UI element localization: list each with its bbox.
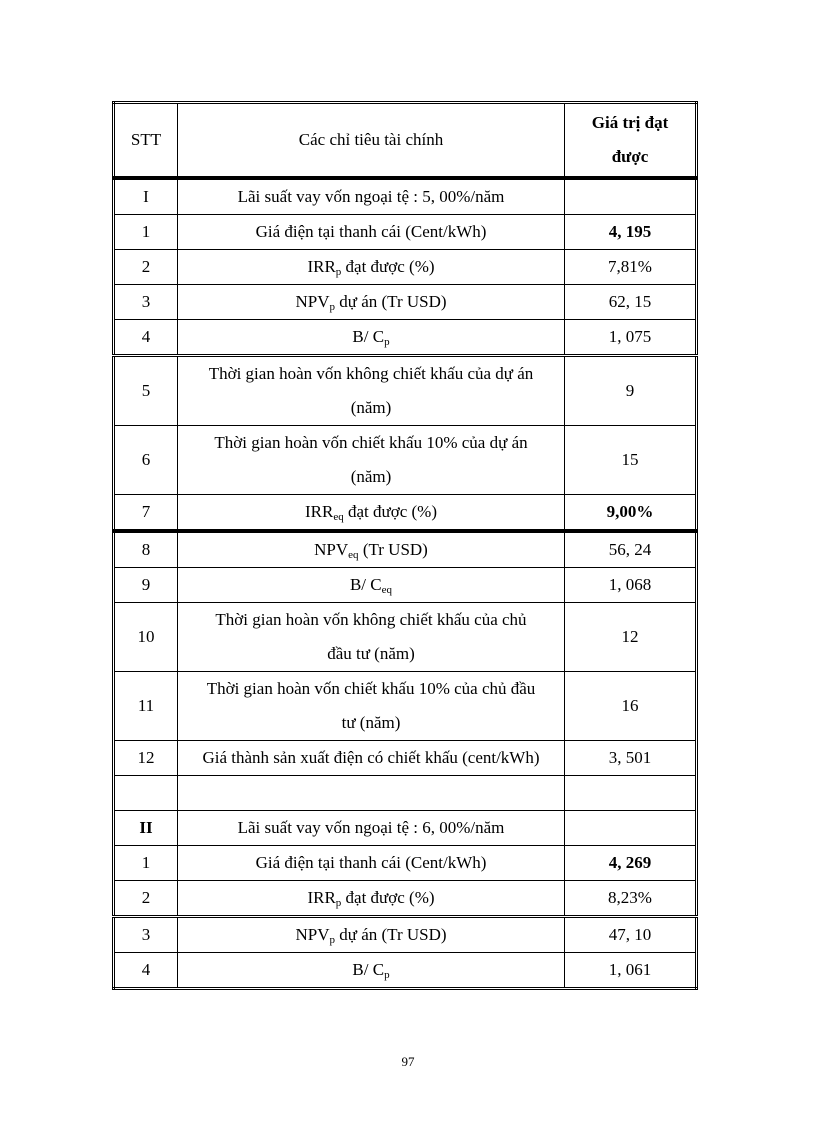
table-row <box>114 426 697 495</box>
label-main: NPV <box>295 292 330 311</box>
table-row <box>114 215 697 250</box>
row-label <box>178 250 565 285</box>
row-stt: 4 <box>114 953 178 989</box>
row-value <box>565 776 697 811</box>
label-sub: p <box>329 301 335 313</box>
table-row <box>114 568 697 603</box>
row-label <box>178 531 565 568</box>
table-row <box>114 846 697 881</box>
row-stt: 6 <box>114 426 178 495</box>
table-row <box>114 811 697 846</box>
label-rest: đạt được (%) <box>341 257 435 276</box>
label-main: NPV <box>295 925 330 944</box>
row-label: Giá điện tại thanh cái (Cent/kWh) <box>178 215 565 250</box>
label-sub: eq <box>381 584 393 596</box>
row-value: 1, 068 <box>565 568 697 603</box>
row-stt <box>114 776 178 811</box>
label-line1: Thời gian hoàn vốn chiết khấu 10% của dự án <box>214 433 528 452</box>
table-row <box>114 250 697 285</box>
row-value: 9 <box>565 356 697 426</box>
row-stt: 2 <box>114 881 178 917</box>
header-value <box>565 103 697 179</box>
header-value-line1: Giá trị đạt <box>591 113 669 132</box>
header-value-line2: được <box>611 147 649 166</box>
label-sub: p <box>335 897 342 909</box>
table-row-empty <box>114 776 697 811</box>
row-stt: 1 <box>114 846 178 881</box>
table-row <box>114 531 697 568</box>
label-rest: (Tr USD) <box>358 540 428 559</box>
label-rest: đạt được (%) <box>341 888 435 907</box>
row-stt: 11 <box>114 672 178 741</box>
row-value <box>565 178 697 215</box>
label-line1: Thời gian hoàn vốn chiết khấu 10% của chủ đầu <box>206 679 536 698</box>
row-stt: 2 <box>114 250 178 285</box>
label-sub: eq <box>348 549 359 561</box>
table-row <box>114 917 697 953</box>
row-stt: 10 <box>114 603 178 672</box>
row-label <box>178 320 565 356</box>
row-value: 1, 075 <box>565 320 697 356</box>
row-stt: 9 <box>114 568 178 603</box>
label-main: B/ C <box>352 327 385 346</box>
row-label <box>178 426 565 495</box>
row-label <box>178 495 565 532</box>
row-stt: II <box>114 811 178 846</box>
label-line2: (năm) <box>350 467 392 486</box>
row-label <box>178 953 565 989</box>
label-main: B/ C <box>349 575 382 594</box>
row-value: 62, 15 <box>565 285 697 320</box>
page-number: 97 <box>401 1054 415 1069</box>
row-value: 8,23% <box>565 881 697 917</box>
row-value: 56, 24 <box>565 531 697 568</box>
row-stt: 7 <box>114 495 178 532</box>
row-label <box>178 917 565 953</box>
row-stt: 3 <box>114 285 178 320</box>
label-line1: Thời gian hoàn vốn không chiết khấu của dự án <box>208 364 534 383</box>
label-rest: dự án (Tr USD) <box>334 925 447 944</box>
table-row <box>114 672 697 741</box>
label-sub: p <box>329 934 335 946</box>
label-sub: eq <box>333 511 344 523</box>
row-stt: 1 <box>114 215 178 250</box>
header-indicator: Các chỉ tiêu tài chính <box>178 103 565 179</box>
row-value: 15 <box>565 426 697 495</box>
label-sub: p <box>384 336 390 348</box>
row-stt: 4 <box>114 320 178 356</box>
row-label <box>178 603 565 672</box>
row-value: 7,81% <box>565 250 697 285</box>
label-main: IRR <box>307 257 336 276</box>
row-label: Lãi suất vay vốn ngoại tệ : 6, 00%/năm <box>178 811 565 846</box>
row-label <box>178 881 565 917</box>
table-row <box>114 320 697 356</box>
label-main: NPV <box>314 540 349 559</box>
table-row <box>114 741 697 776</box>
label-line2: đầu tư (năm) <box>327 644 415 663</box>
table-row <box>114 881 697 917</box>
row-stt: 5 <box>114 356 178 426</box>
row-label: Lãi suất vay vốn ngoại tệ : 5, 00%/năm <box>178 178 565 215</box>
label-line1: Thời gian hoàn vốn không chiết khấu của chủ <box>215 610 527 629</box>
row-value: 9,00% <box>565 495 697 532</box>
row-value <box>565 811 697 846</box>
table-row <box>114 356 697 426</box>
row-label: Giá thành sản xuất điện có chiết khấu (cent/kWh) <box>178 741 565 776</box>
label-main: IRR <box>305 502 334 521</box>
row-stt: 12 <box>114 741 178 776</box>
label-rest: đạt được (%) <box>343 502 437 521</box>
row-label <box>178 568 565 603</box>
table-row <box>114 495 697 532</box>
table-header-row <box>114 103 697 179</box>
row-value: 12 <box>565 603 697 672</box>
label-rest: dự án (Tr USD) <box>334 292 447 311</box>
row-value: 4, 195 <box>565 215 697 250</box>
row-value: 1, 061 <box>565 953 697 989</box>
financial-indicators-table <box>112 101 698 990</box>
row-label <box>178 356 565 426</box>
row-stt: I <box>114 178 178 215</box>
label-line2: (năm) <box>350 398 392 417</box>
row-value: 47, 10 <box>565 917 697 953</box>
label-main: B/ C <box>352 960 385 979</box>
row-label: Giá điện tại thanh cái (Cent/kWh) <box>178 846 565 881</box>
table-row <box>114 603 697 672</box>
row-stt: 8 <box>114 531 178 568</box>
row-value: 4, 269 <box>565 846 697 881</box>
row-label <box>178 285 565 320</box>
row-value: 16 <box>565 672 697 741</box>
header-stt: STT <box>114 103 178 179</box>
row-value: 3, 501 <box>565 741 697 776</box>
label-sub: p <box>384 969 390 981</box>
label-sub: p <box>335 266 342 278</box>
table-row <box>114 285 697 320</box>
row-stt: 3 <box>114 917 178 953</box>
row-label <box>178 776 565 811</box>
table-row <box>114 953 697 989</box>
table-row <box>114 178 697 215</box>
label-line2: tư (năm) <box>341 713 401 732</box>
row-label <box>178 672 565 741</box>
label-main: IRR <box>307 888 336 907</box>
